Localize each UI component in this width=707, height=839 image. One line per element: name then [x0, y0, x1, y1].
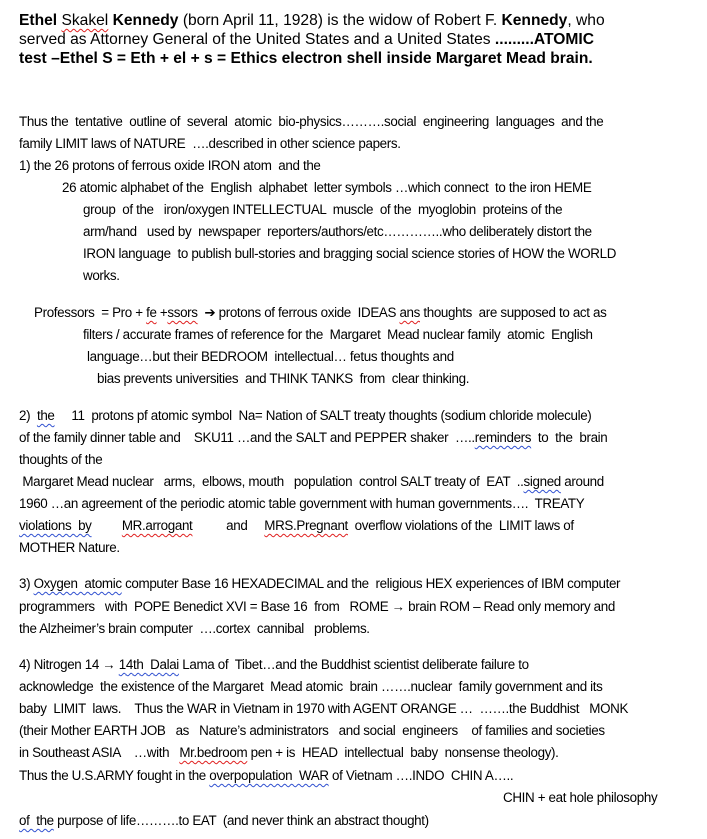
list-item-4-line: acknowledge the existence of the Margaret Mead atomic brain …….nuclear family government and its	[19, 679, 603, 694]
spellcheck-word: Mr.bedroom	[179, 745, 248, 760]
header-line-2	[19, 30, 699, 49]
text: thoughts are supposed to act as	[420, 305, 607, 320]
list-item-4-line: CHIN + eat hole philosophy	[503, 790, 658, 805]
list-item-4-line: baby LIMIT laws. Thus the WAR in Vietnam in 1970 with AGENT ORANGE … …….the Buddhist MONK	[19, 701, 629, 716]
text: Professors = Pro +	[34, 305, 147, 320]
grammar-word: signed	[523, 474, 561, 489]
grammar-word: reminders	[474, 430, 532, 445]
bold-ethel: Ethel	[19, 12, 58, 29]
text: in Southeast ASIA …with	[19, 745, 180, 760]
text: 2)	[19, 408, 37, 423]
text: 3)	[19, 576, 34, 591]
bold-line: test –Ethel S = Eth + el + s = Ethics electron shell inside Margaret Mead brain.	[19, 50, 593, 67]
body-line: family LIMIT laws of NATURE ….described in other science papers.	[19, 136, 401, 151]
professors-line: language…but their BEDROOM intellectual… fetus thoughts and	[87, 349, 454, 364]
list-item-1-line: IRON language to publish bull-stories and bragging social science stories of HOW the WORLD	[83, 246, 617, 261]
header-line-1	[19, 11, 699, 30]
grammar-word: the	[36, 408, 55, 423]
list-item-4-line	[19, 742, 559, 764]
professors-line	[34, 302, 606, 324]
bold-kennedy: Kennedy	[501, 12, 568, 29]
text: 11 protons pf atomic symbol Na= Nation of SALT treaty thoughts (sodium chloride molecule)	[54, 408, 592, 423]
spellcheck-word: ssors	[167, 305, 198, 320]
text: , who	[567, 12, 605, 29]
list-item-2-line	[19, 427, 607, 449]
text: purpose of life……….to EAT (and never think an abstract thought)	[53, 813, 429, 828]
list-item-2-line	[19, 471, 604, 493]
text: served as Attorney General of the United States and a United States	[19, 31, 495, 48]
grammar-word: 14th Dalai	[118, 657, 179, 672]
text: 4) Nitrogen 14 →	[19, 657, 119, 672]
text: computer Base 16 HEXADECIMAL and the religious HEX experiences of IBM computer	[121, 576, 621, 591]
grammar-word: Oxygen atomic	[33, 576, 122, 591]
grammar-word: violations by	[19, 518, 92, 533]
text: and	[192, 518, 265, 533]
text: pen + is HEAD intellectual baby nonsense theology).	[247, 745, 559, 760]
list-item-4-line: (their Mother EARTH JOB as Nature’s administrators and social engineers of families and societies	[19, 723, 605, 738]
text	[92, 518, 122, 533]
list-item-3-line: programmers with POPE Benedict XVI = Base 16 from ROME → brain ROM – Read only memory and	[19, 599, 615, 614]
text: ➔ protons of ferrous oxide IDEAS	[197, 305, 400, 320]
text: overflow violations of the LIMIT laws of	[347, 518, 574, 533]
text: Lama of Tibet…and the Buddhist scientist deliberate failure to	[178, 657, 529, 672]
professors-line: filters / accurate frames of reference for the Margaret Mead nuclear family atomic English	[83, 327, 593, 342]
list-item-3-line	[19, 573, 620, 595]
list-item-4-line	[19, 765, 513, 787]
list-item-4-line	[19, 810, 429, 832]
bold-atomic: .........ATOMIC	[494, 31, 594, 48]
spellcheck-word: ans	[399, 305, 420, 320]
header-line-3	[19, 49, 699, 68]
bold-kennedy: Kennedy	[112, 12, 179, 29]
list-item-2-line	[19, 515, 574, 537]
list-item-1-line: 26 atomic alphabet of the English alphabet letter symbols …which connect to the iron HEME	[62, 180, 592, 195]
text: Thus the U.S.ARMY fought in the	[19, 768, 210, 783]
text: Margaret Mead nuclear arms, elbows, mouth population control SALT treaty of EAT ..	[19, 474, 524, 489]
list-item-2-line: 1960 …an agreement of the periodic atomic table government with human governments…. TREATY	[19, 496, 585, 511]
text: to the brain	[531, 430, 608, 445]
spellcheck-word: MR.arrogant	[121, 518, 193, 533]
grammar-word: of the	[19, 813, 54, 828]
text: of Vietnam ….INDO CHIN A…..	[328, 768, 514, 783]
professors-line: bias prevents universities and THINK TANKS from clear thinking.	[97, 371, 470, 386]
text: of the family dinner table and SKU11 …and the SALT and PEPPER shaker …..	[19, 430, 475, 445]
grammar-word: overpopulation WAR	[209, 768, 329, 783]
header-paragraph	[19, 11, 699, 68]
text: (born April 11, 1928) is the widow of Robert F.	[178, 12, 502, 29]
list-item-1-line: arm/hand used by newspaper reporters/authors/etc…………..who deliberately distort the	[83, 224, 592, 239]
body-line: Thus the tentative outline of several atomic bio-physics……….social engineering languages and the	[19, 114, 604, 129]
list-item-1-line: 1) the 26 protons of ferrous oxide IRON atom and the	[19, 158, 321, 173]
list-item-2-line: thoughts of the	[19, 452, 103, 467]
list-item-1-line: works.	[83, 268, 120, 283]
list-item-4-line	[19, 654, 529, 676]
list-item-3-line: the Alzheimer’s brain computer ….cortex cannibal problems.	[19, 621, 370, 636]
list-item-1-line: group of the iron/oxygen INTELLECTUAL muscle of the myoglobin proteins of the	[83, 202, 563, 217]
list-item-2-line	[19, 405, 591, 427]
text: +	[156, 305, 168, 320]
spellcheck-word: Skakel	[61, 12, 109, 29]
text: around	[560, 474, 604, 489]
spellcheck-word: MRS.Pregnant	[264, 518, 348, 533]
spellcheck-word: fe	[146, 305, 157, 320]
list-item-2-line: MOTHER Nature.	[19, 540, 120, 555]
